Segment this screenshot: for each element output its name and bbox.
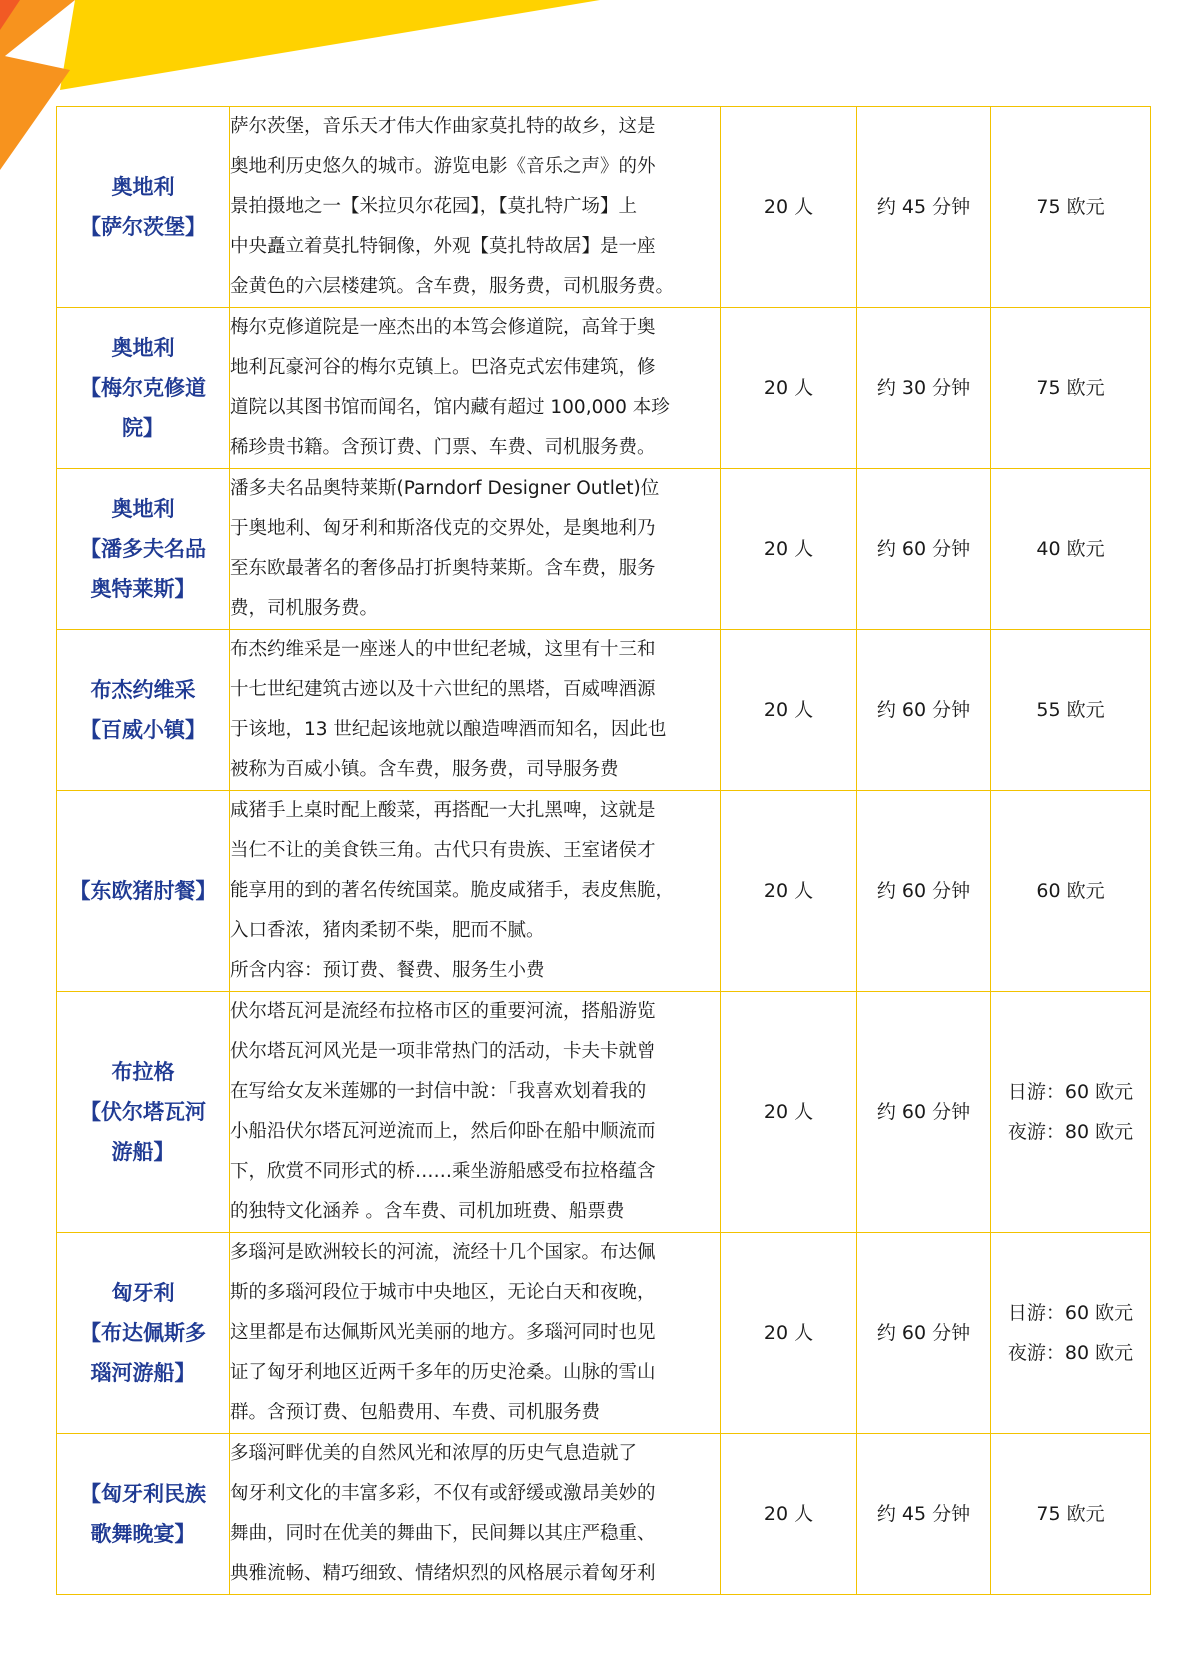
duration: 约 60 分钟 — [857, 791, 991, 992]
duration: 约 60 分钟 — [857, 1233, 991, 1434]
table-row — [57, 469, 1151, 630]
table-row — [57, 308, 1151, 469]
duration: 约 45 分钟 — [857, 1434, 991, 1595]
group-size: 20 人 — [721, 308, 857, 469]
price: 日游：60 欧元 夜游：80 欧元 — [991, 992, 1151, 1233]
duration: 约 60 分钟 — [857, 630, 991, 791]
price: 55 欧元 — [991, 630, 1151, 791]
duration: 约 60 分钟 — [857, 992, 991, 1233]
attraction-description: 布杰约维采是一座迷人的中世纪老城，这里有十三和 十七世纪建筑古迹以及十六世纪的黑塔，百威啤酒源 于该地，13 世纪起该地就以酿造啤酒而知名，因此也 被称为百威小镇。含车费，服务费，司导服务费 — [230, 630, 721, 791]
table-row — [57, 791, 1151, 992]
attraction-name: 【东欧猪肘餐】 — [57, 791, 230, 992]
duration: 约 60 分钟 — [857, 469, 991, 630]
price: 60 欧元 — [991, 791, 1151, 992]
group-size: 20 人 — [721, 107, 857, 308]
duration: 约 30 分钟 — [857, 308, 991, 469]
attraction-description: 多瑙河畔优美的自然风光和浓厚的历史气息造就了 匈牙利文化的丰富多彩，不仅有或舒缓或激昂美妙的 舞曲，同时在优美的舞曲下，民间舞以其庄严稳重、 典雅流畅、精巧细致、情绪炽烈的风格展示着匈牙利 — [230, 1434, 721, 1595]
group-size: 20 人 — [721, 992, 857, 1233]
price: 75 欧元 — [991, 1434, 1151, 1595]
attraction-name: 奥地利 【潘多夫名品 奥特莱斯】 — [57, 469, 230, 630]
attraction-description: 咸猪手上桌时配上酸菜，再搭配一大扎黑啤，这就是 当仁不让的美食铁三角。古代只有贵族、王室诸侯才 能享用的到的著名传统国菜。脆皮咸猪手，表皮焦脆， 入口香浓，猪肉柔韧不柴，肥而不腻。 所含内容：预订费、餐费、服务生小费 — [230, 791, 721, 992]
price: 75 欧元 — [991, 107, 1151, 308]
attraction-description: 萨尔茨堡，音乐天才伟大作曲家莫扎特的故乡，这是 奥地利历史悠久的城市。游览电影《音乐之声》的外 景拍摄地之一【米拉贝尔花园】，【莫扎特广场】上 中央矗立着莫扎特铜像，外观【莫扎特故居】是一座 金黄色的六层楼建筑。含车费，服务费，司机服务费。 — [230, 107, 721, 308]
group-size: 20 人 — [721, 469, 857, 630]
price: 日游：60 欧元 夜游：80 欧元 — [991, 1233, 1151, 1434]
duration: 约 45 分钟 — [857, 107, 991, 308]
table-row — [57, 107, 1151, 308]
attraction-name: 布拉格 【伏尔塔瓦河 游船】 — [57, 992, 230, 1233]
attraction-name: 【匈牙利民族 歌舞晚宴】 — [57, 1434, 230, 1595]
group-size: 20 人 — [721, 791, 857, 992]
price: 75 欧元 — [991, 308, 1151, 469]
attraction-name: 奥地利 【梅尔克修道 院】 — [57, 308, 230, 469]
group-size: 20 人 — [721, 630, 857, 791]
attraction-name: 布杰约维采 【百威小镇】 — [57, 630, 230, 791]
table-row — [57, 1233, 1151, 1434]
table-row — [57, 992, 1151, 1233]
attraction-name: 奥地利 【萨尔茨堡】 — [57, 107, 230, 308]
attraction-description: 梅尔克修道院是一座杰出的本笃会修道院，高耸于奥 地利瓦豪河谷的梅尔克镇上。巴洛克式宏伟建筑，修 道院以其图书馆而闻名，馆内藏有超过 100,000 本珍 稀珍贵书籍。含预订费、门票、车费、司机服务费。 — [230, 308, 721, 469]
attraction-name: 匈牙利 【布达佩斯多 瑙河游船】 — [57, 1233, 230, 1434]
attraction-description: 潘多夫名品奥特莱斯(Parndorf Designer Outlet)位 于奥地利、匈牙利和斯洛伐克的交界处，是奥地利乃 至东欧最著名的奢侈品打折奥特莱斯。含车费，服务 费，司机服务费。 — [230, 469, 721, 630]
attraction-description: 伏尔塔瓦河是流经布拉格市区的重要河流，搭船游览 伏尔塔瓦河风光是一项非常热门的活动，卡夫卡就曾 在写给女友米莲娜的一封信中說：「我喜欢划着我的 小船沿伏尔塔瓦河逆流而上，然后仰卧在船中顺流而 下，欣赏不同形式的桥……乘坐游船感受布拉格蕴含 的独特文化涵养 。含车费、司机加班费、船票费 — [230, 992, 721, 1233]
attraction-description: 多瑙河是欧洲较长的河流，流经十几个国家。布达佩 斯的多瑙河段位于城市中央地区，无论白天和夜晚， 这里都是布达佩斯风光美丽的地方。多瑙河同时也见 证了匈牙利地区近两千多年的历史沧桑。山脉的雪山 群。含预订费、包船费用、车费、司机服务费 — [230, 1233, 721, 1434]
table-row — [57, 1434, 1151, 1595]
group-size: 20 人 — [721, 1233, 857, 1434]
price: 40 欧元 — [991, 469, 1151, 630]
table-row — [57, 630, 1151, 791]
group-size: 20 人 — [721, 1434, 857, 1595]
itinerary-table — [56, 106, 1151, 1595]
